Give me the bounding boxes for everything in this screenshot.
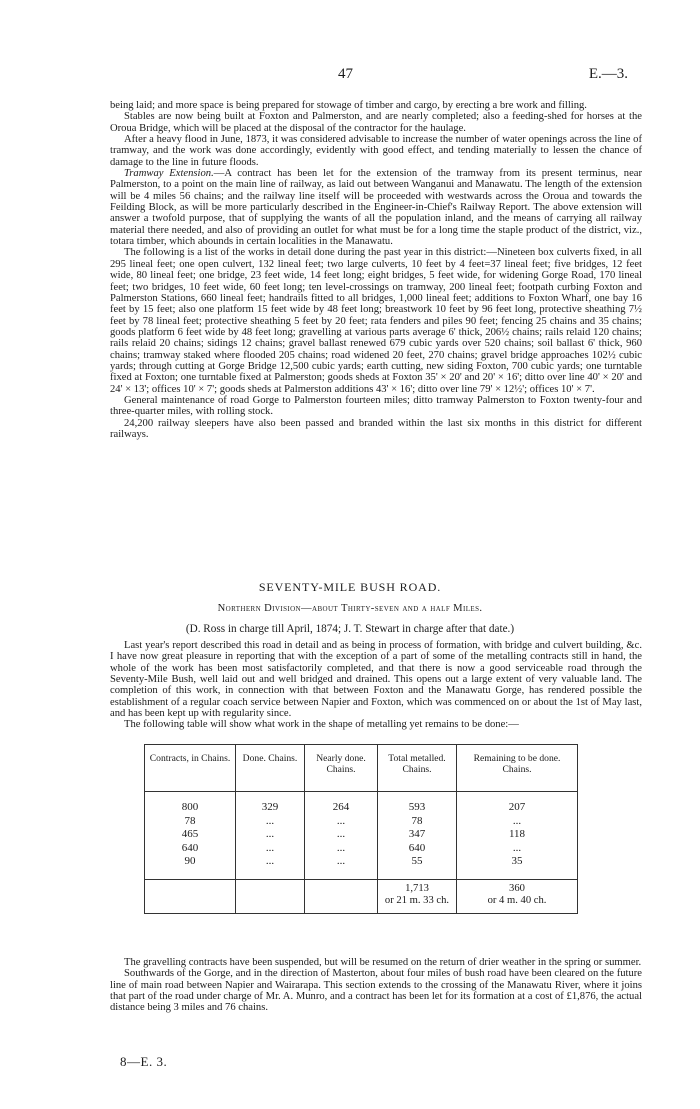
table-cell [236,880,305,914]
section-subtitle-text: Northern Division—about Thirty-seven and a half Miles. [217,603,483,614]
paragraph: After a heavy flood in June, 1873, it was considered advisable to increase the number of water openings across the line of tramway, and the work was done accordingly, evidently with good effect, and tending materially to lessen the chance of damage to the line in future floods. [110,134,642,168]
remaining-total-note: or 4 m. 40 ch. [487,894,547,906]
paragraph: 24,200 railway sleepers have also been passed and branded within the last six months in this district for different railways. [110,417,642,440]
column-header: Nearly done. Chains. [305,745,378,792]
paragraph: Stables are now being built at Foxton and Palmerston, and are nearly completed; also a feeding-shed for horses at the Oroua Bridge, which will be placed at the disposal of the contractor for the haulage. [110,111,642,134]
table-cell: 800 78 465 640 90 [145,792,236,880]
paragraph: The gravelling contracts have been suspended, but will be resumed on the return of drier weather in the spring or summer. [124,957,642,968]
paragraph: Southwards of the Gorge, and in the direction of Masterton, about four miles of bush road have been cleared on the future line of main road between Napier and Wairarapa. This section extends to the crossing of the Manawatu River, where it joins that part of the road under charge of Mr. A. Munro, and a contract has been let for its formation at a cost of £1,876, the actual distance being 3 miles and 76 chains. [110,968,642,1014]
table-cell [305,880,378,914]
remaining-total-cell [457,880,578,914]
table-totals-row [145,880,578,914]
table-cell: 264 ... ... ... ... [305,792,378,880]
signature-mark: 8—E. 3. [120,1054,168,1069]
paragraph: being laid; and more space is being prepared for stowage of timber and cargo, by erecting a bre work and filling. [110,100,587,111]
works-list-paragraph: The following is a list of the works in detail done during the past year in this district:—Nineteen box culverts fixed, in all 295 lineal feet; one open culvert, 132 lineal feet; two large culverts, 10 feet by 4 feet=37 lineal feet; five bridges, 12 feet wide, 80 lineal feet; one bridge, 23 feet wide, 14 feet long; eight bridges, 5 feet wide, for widening Gorge Road, 170 lineal feet; two bridges, 10 feet wide, 60 feet long; ten level-crossings on tramway, 200 lineal feet; footpath curbing Foxton and Palmerston Stations, 660 lineal feet; handrails fitted to all bridges, 1,000 lineal feet; additions to Foxton Wharf, one bay 16 feet by 15 feet; also one platform 15 feet wide by 48 feet long; breastwork 10 feet by 96 feet long, protective sheathing 7½ feet by 78 lineal feet; protective sheathing 5 feet by 20 feet; rata fenders and piles 90 feet; fencing 25 chains and 35 chains; goods platform 6 feet wide by 48 feet long; gravelling at various parts average 6' thick, 206½ chains; rails relaid 120 chains; rails relaid 20 chains; sidings 12 chains; gravel ballast renewed 679 cubic yards over 520 chains; soil ballast 6' thick, 960 chains; tramway staked where flooded 205 chains; road widened 20 feet, 270 chains; gravel bridge approaches 102½ cubic yards; through cutting at Gorge Bridge 12,500 cubic yards; earth cutting, new siding Foxton, 700 cubic yards; one turntable fixed at Foxton; one turntable fixed at Palmerston; goods sheds at Foxton 35' × 20' and 20' × 16'; ditto over line 40' × 20' and 24' × 13'; offices 10' × 7'; goods sheds at Palmerston additions 43' × 16'; ditto over line 79' × 12½'; offices 10' × 7'. [110,247,642,395]
bush-road-body [110,640,642,731]
table-cell: 593 78 347 640 55 [378,792,457,880]
column-header: Done. Chains. [236,745,305,792]
table-cell: 207 ... 118 ... 35 [457,792,578,880]
section-subtitle [0,603,700,614]
paragraph: The following table will show what work in the shape of metalling yet remains to be done:— [124,719,519,731]
column-header: Total metalled. Chains. [378,745,457,792]
gravelling-body [110,957,642,1014]
metalling-table [144,744,578,914]
column-header: Remaining to be done. Chains. [457,745,578,792]
total-metalled-cell [378,880,457,914]
section-code: E.—3. [588,66,628,82]
tramway-extension-heading: Tramway Extension. [124,168,214,180]
column-header: Contracts, in Chains. [145,745,236,792]
page-header [0,66,700,86]
tramway-extension-text: —A contract has been let for the extension of the tramway from its present terminus, near Palmerston, to a point on the main line of railway, as laid out between Wanganui and Manawatu. The length of the extension will be 4 miles 56 chains; and the railway line itself will be proceeded with westwards across the Oroua and towards the Feilding Block, as will be more particularly described in the Engineer-in-Chief's Railway Report. The above extension will answer a twofold purpose, that of supplying the wants of all the population inland, and the means of carrying all railway material there needed, and also of providing an outlet for what must be for a long time the staple product of the district, viz., totara timber, which abounds in certain localities in the Manawatu. [110,168,643,248]
paragraph: Last year's report described this road in detail and as being in process of formation, with bridge and culvert building, &c. I have now great pleasure in reporting that with the exception of a part of some of the metalling contracts still in hand, the whole of the work has been most satisfactorily completed, and that there is now a good serviceable road through the Seventy-Mile Bush, well laid out and well bridged and drained. This opens out a large extent of very valuable land. The completion of this work, in connection with that between Foxton and the Manawatu Gorge, has rendered possible the establishment of a regular coach service between Napier and Foxton, which was commenced on or about the 1st of May last, and has been kept up with regularity since. [110,640,642,720]
paragraph: General maintenance of road Gorge to Palmerston fourteen miles; ditto tramway Palmerston to Foxton twenty-four and three-quarter miles, with rolling stock. [110,394,642,418]
table-cell: 329 ... ... ... ... [236,792,305,880]
total-metalled-note: or 21 m. 33 ch. [384,894,450,906]
in-charge-note: (D. Ross in charge till April, 1874; J. T. Stewart in charge after that date.) [185,623,515,635]
section-title: SEVENTY-MILE BUSH ROAD. [258,580,442,594]
remaining-total-value: 360 [509,883,525,894]
total-metalled-value: 1,713 [405,883,429,894]
table-cell [145,880,236,914]
table-header-row [145,745,578,792]
table-row [145,792,578,880]
page-number: 47 [338,66,353,82]
tramway-report-body [110,100,642,440]
tramway-extension-paragraph [110,168,642,247]
